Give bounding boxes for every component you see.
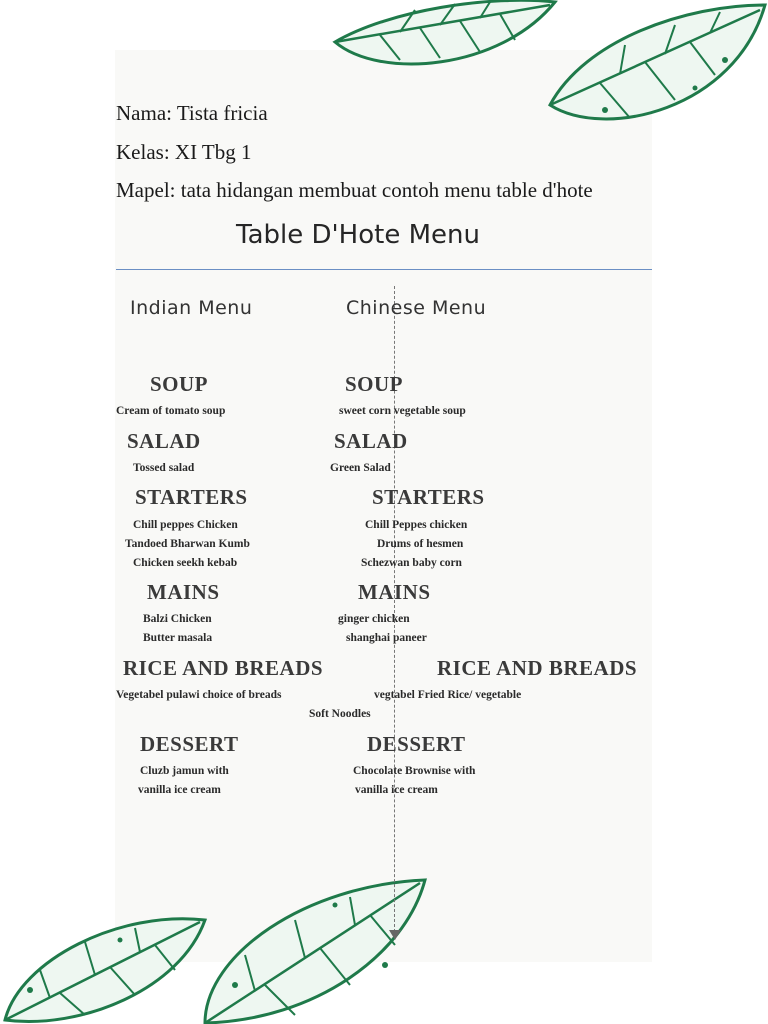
chinese-dessert-item: vanilla ice cream <box>355 784 438 796</box>
chinese-mains-item: shanghai paneer <box>346 632 427 644</box>
indian-starters-title: STARTERS <box>135 485 248 509</box>
chinese-dessert-item: Chocolate Brownise with <box>353 765 476 777</box>
chinese-mains-title: MAINS <box>358 580 431 604</box>
student-class: Kelas: XI Tbg 1 <box>116 140 252 164</box>
indian-mains-item: Balzi Chicken <box>143 613 212 625</box>
chinese-salad-title: SALAD <box>334 429 408 453</box>
chinese-salad-item: Green Salad <box>330 462 391 474</box>
indian-dessert-item: Cluzb jamun with <box>140 765 229 777</box>
chinese-rice-item: Soft Noodles <box>309 708 371 720</box>
chinese-mains-item: ginger chicken <box>338 613 410 625</box>
leaf-illustration-top-left <box>330 0 560 80</box>
chinese-rice-item: vegtabel Fried Rice/ vegetable <box>374 689 522 701</box>
indian-starters-item: Chill peppes Chicken <box>133 519 238 531</box>
indian-soup-item: Cream of tomato soup <box>116 405 226 417</box>
indian-menu-heading: Indian Menu <box>130 297 253 319</box>
chinese-starters-item: Chill Peppes chicken <box>365 519 468 531</box>
indian-mains-title: MAINS <box>147 580 220 604</box>
menu-title: Table D'Hote Menu <box>236 220 480 250</box>
arrow-down-icon <box>389 930 401 940</box>
chinese-soup-title: SOUP <box>345 372 404 396</box>
indian-mains-item: Butter masala <box>143 632 213 644</box>
indian-starters-item: Chicken seekh kebab <box>133 557 238 569</box>
indian-rice-item: Vegetabel pulawi choice of breads <box>116 689 282 701</box>
leaf-illustration-bottom-left <box>0 900 210 1024</box>
subject: Mapel: tata hidangan membuat contoh menu table d'hote <box>116 178 593 202</box>
indian-salad-item: Tossed salad <box>133 462 195 474</box>
indian-soup-title: SOUP <box>150 372 209 396</box>
indian-rice-title: RICE AND BREADS <box>123 656 324 680</box>
chinese-starters-title: STARTERS <box>372 485 485 509</box>
indian-dessert-title: DESSERT <box>140 732 239 756</box>
indian-starters-item: Tandoed Bharwan Kumb <box>125 538 250 550</box>
title-divider <box>116 269 652 270</box>
indian-dessert-item: vanilla ice cream <box>138 784 221 796</box>
leaf-illustration-top-right <box>545 0 768 135</box>
student-name: Nama: Tista fricia <box>116 101 268 125</box>
chinese-rice-title: RICE AND BREADS <box>437 656 638 680</box>
chinese-menu-heading: Chinese Menu <box>346 297 487 319</box>
chinese-starters-item: Drums of hesmen <box>377 538 464 550</box>
chinese-dessert-title: DESSERT <box>367 732 466 756</box>
chinese-starters-item: Schezwan baby corn <box>361 557 462 569</box>
chinese-soup-item: sweet corn vegetable soup <box>339 405 466 417</box>
indian-salad-title: SALAD <box>127 429 201 453</box>
